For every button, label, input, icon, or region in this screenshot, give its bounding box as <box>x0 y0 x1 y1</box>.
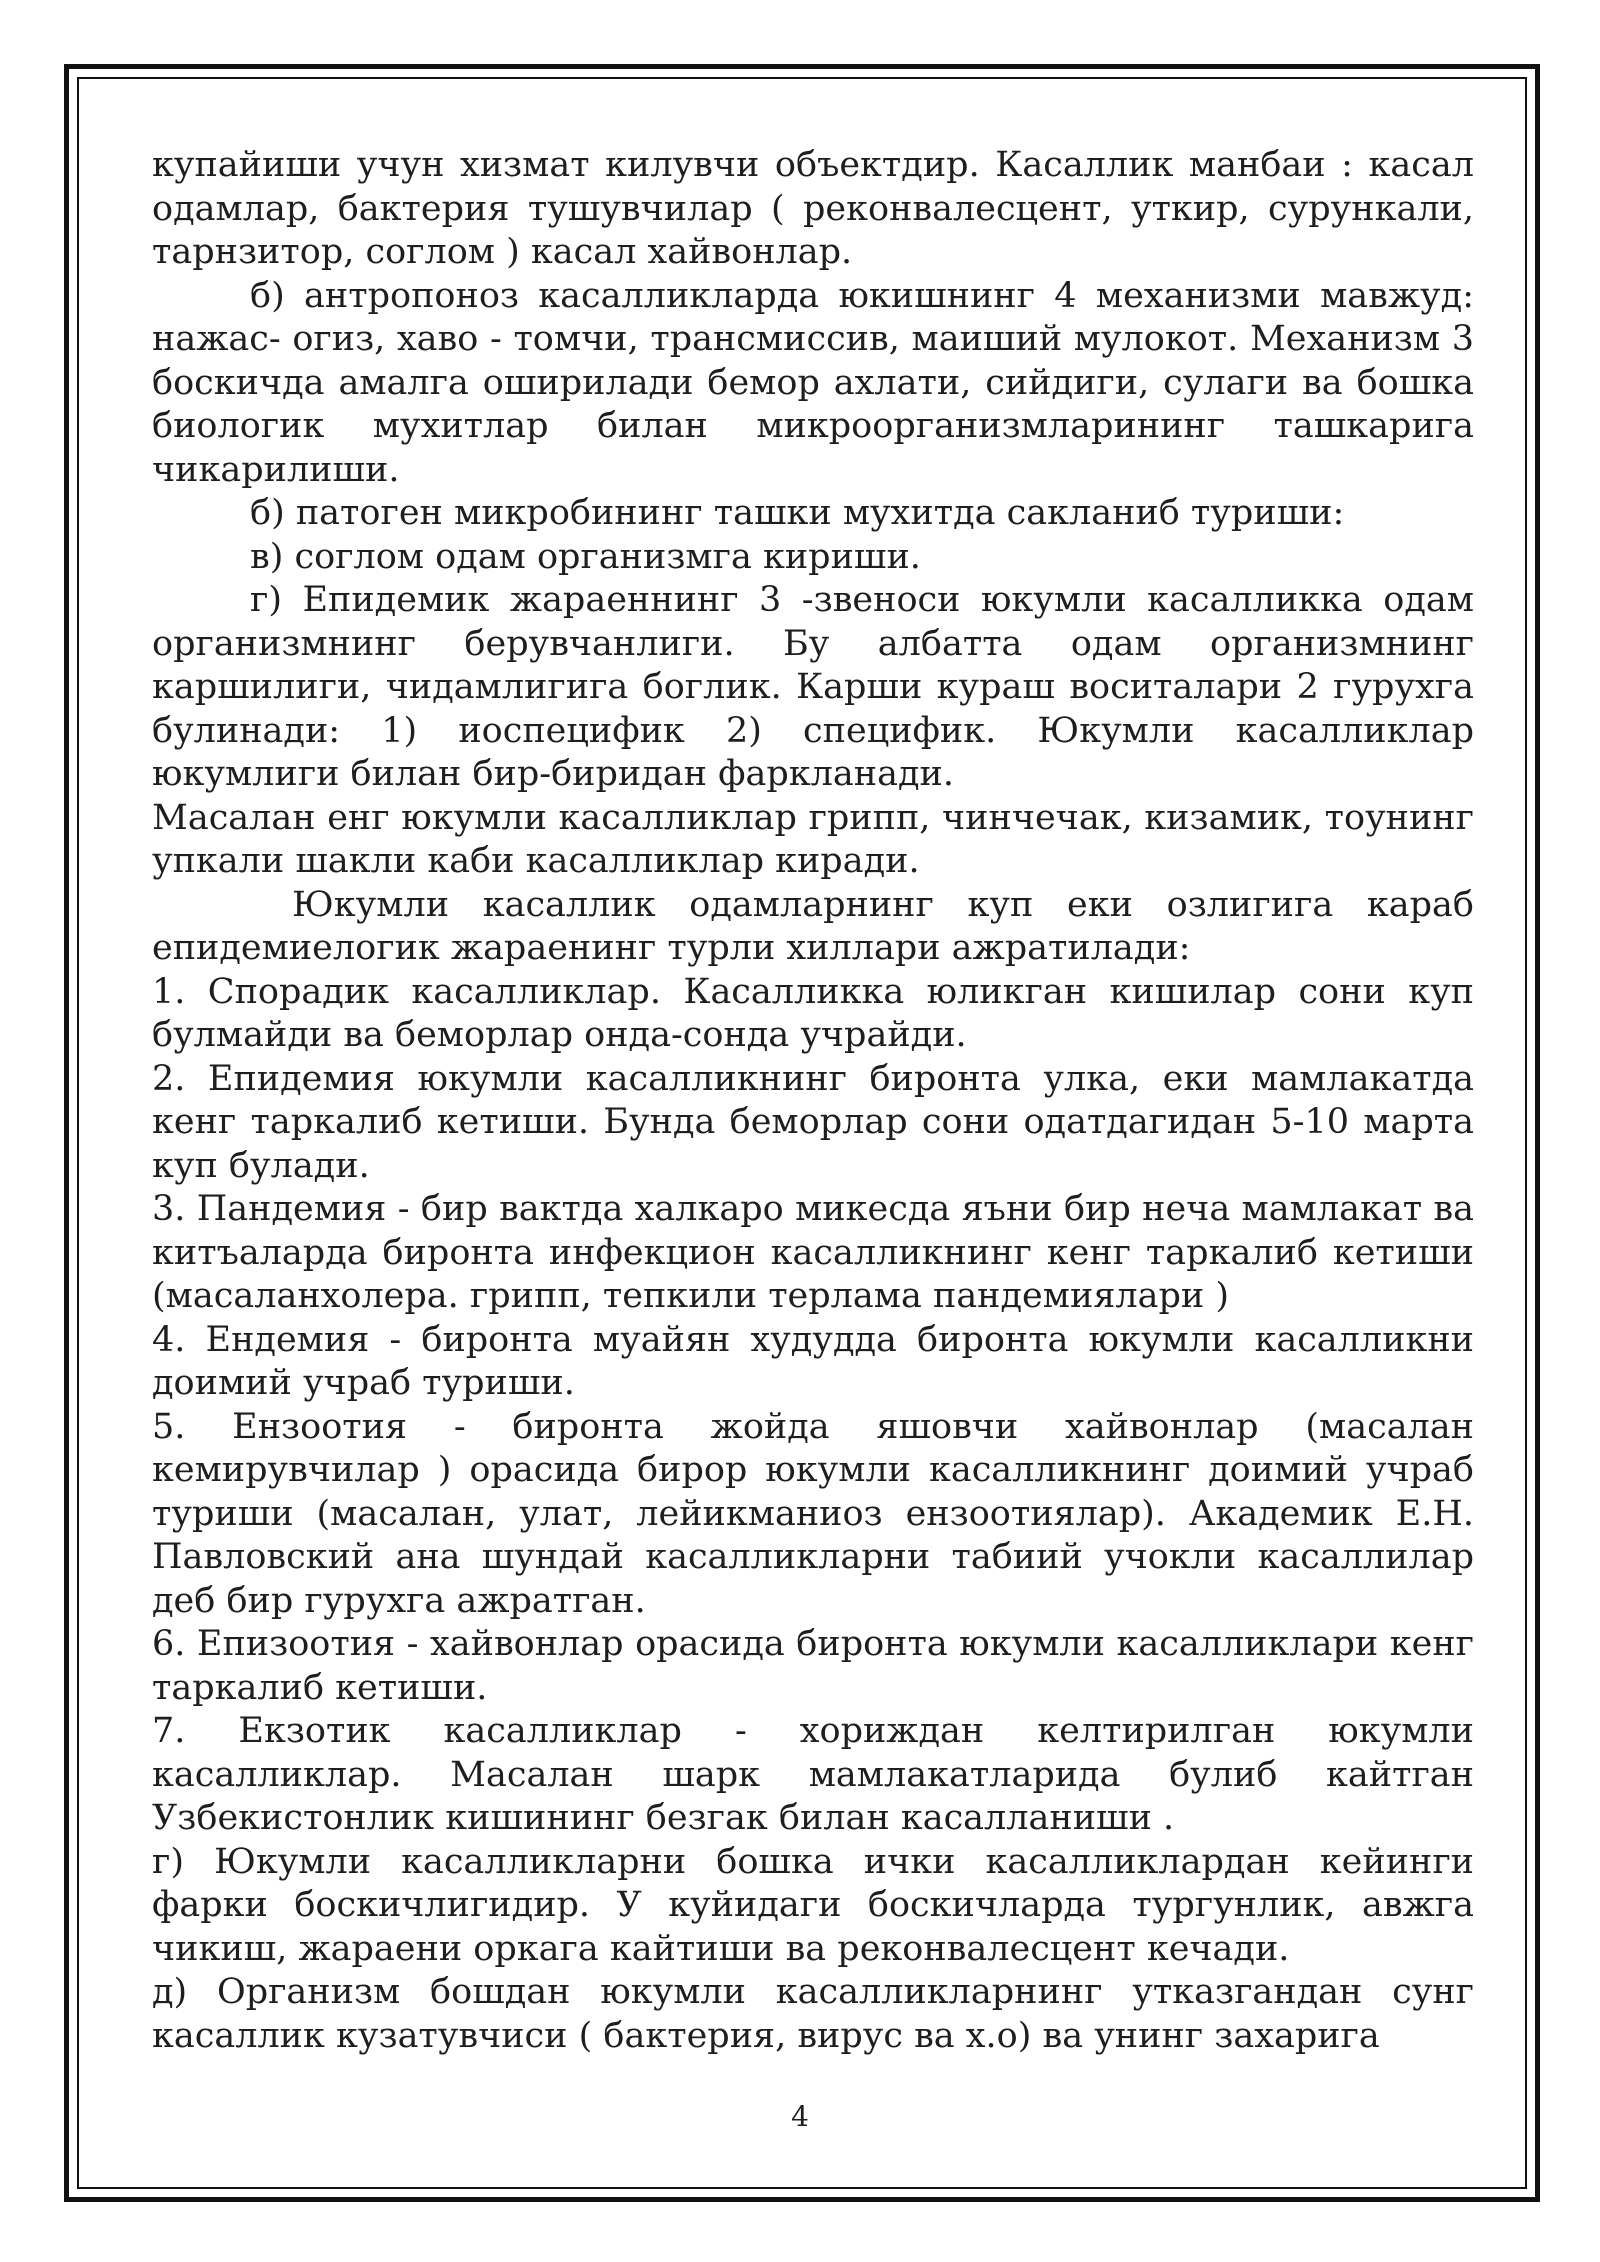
list-item: 6. Епизоотия - хайвонлар орасида биронта юкумли касалликлари кенг таркалиб кетиши. <box>152 1624 1474 1708</box>
paragraph: Масалан енг юкумли касалликлар грипп, чинчечак, кизамик, тоунинг упкали шакли каби касалликлар киради. <box>152 797 1474 881</box>
list-item: 4. Ендемия - биронта муайян худудда биронта юкумли касалликни доимий учраб туриши. <box>152 1319 1474 1403</box>
document-body <box>152 144 1474 2058</box>
paragraph: г) Юкумли касалликларни бошка ички касалликлардан кейинги фарки боскичлигидир. У куйидаги боскичларда тургунлик, авжга чикиш, жараени оркага кайтиши ва реконвалесцент кечади. <box>152 1841 1474 1969</box>
paragraph: в) соглом одам организмга кириши. <box>250 536 921 577</box>
list-item: 2. Епидемия юкумли касалликнинг биронта улка, еки мамлакатда кенг таркалиб кетиши. Бунда беморлар сони одатдагидан 5-10 марта куп булади. <box>152 1058 1474 1186</box>
paragraph: Юкумли касаллик одамларнинг куп еки озлигига караб епидемиелогик жараенинг турли хиллари ажратилади: <box>152 884 1474 968</box>
list-item: 1. Спорадик касалликлар. Касалликка юликган кишилар сони куп булмайди ва беморлар онда-сонда учрайди. <box>152 971 1474 1055</box>
page-number: 4 <box>791 2100 809 2133</box>
list-item: 7. Екзотик касалликлар - хориждан келтирилган юкумли касалликлар. Масалан шарк мамлакатларида булиб кайтган Узбекистонлик кишининг безгак билан касалланиши . <box>152 1711 1474 1838</box>
list-item: 5. Ензоотия - биронта жойда яшовчи хайвонлар (масалан кемирувчилар ) орасида бирор юкумли касалликнинг доимий учраб туриши (масалан, улат, лейикманиоз ензоотиялар). Академик Е.Н. Павловский ана шундай касалликларни табиий учокли касаллилар деб бир гурухга ажратган. <box>152 1406 1474 1621</box>
list-item: 3. Пандемия - бир вактда халкаро микесда яъни бир неча мамлакат ва китъаларда биронта инфекцион касалликнинг кенг таркалиб кетиши (масаланхолера. грипп, тепкили терлама пандемиялари ) <box>152 1189 1474 1316</box>
paragraph: б) антропоноз касалликларда юкишнинг 4 механизми мавжуд: нажас- огиз, хаво - томчи, трансмиссив, маиший мулокот. Механизм 3 боскичда амалга оширилади бемор ахлати, сийдиги, сулаги ва бошка биологик мухитлар билан микроорганизмларининг ташкарига чикарилиши. <box>152 275 1474 490</box>
paragraph: д) Организм бошдан юкумли касалликларнинг утказгандан сунг касаллик кузатувчиси ( бактерия, вирус ва х.о) ва унинг захарига <box>152 1972 1474 2056</box>
paragraph: б) патоген микробининг ташки мухитда сакланиб туриши: <box>250 493 1345 533</box>
paragraph: г) Епидемик жараеннинг 3 -звеноси юкумли касалликка одам организмнинг берувчанлиги. Бу албатта одам организмнинг каршилиги, чидамлигига боглик. Карши кураш воситалари 2 гурухга булинади: 1) иоспецифик 2) специфик. Юкумли касалликлар юкумлиги билан бир-биридан фаркланади. <box>152 580 1474 794</box>
paragraph: купайиши учун хизмат килувчи объектдир. Касаллик манбаи : касал одамлар, бактерия тушувчилар ( реконвалесцент, уткир, сурункали, тарнзитор, соглом ) касал хайвонлар. <box>152 145 1474 272</box>
